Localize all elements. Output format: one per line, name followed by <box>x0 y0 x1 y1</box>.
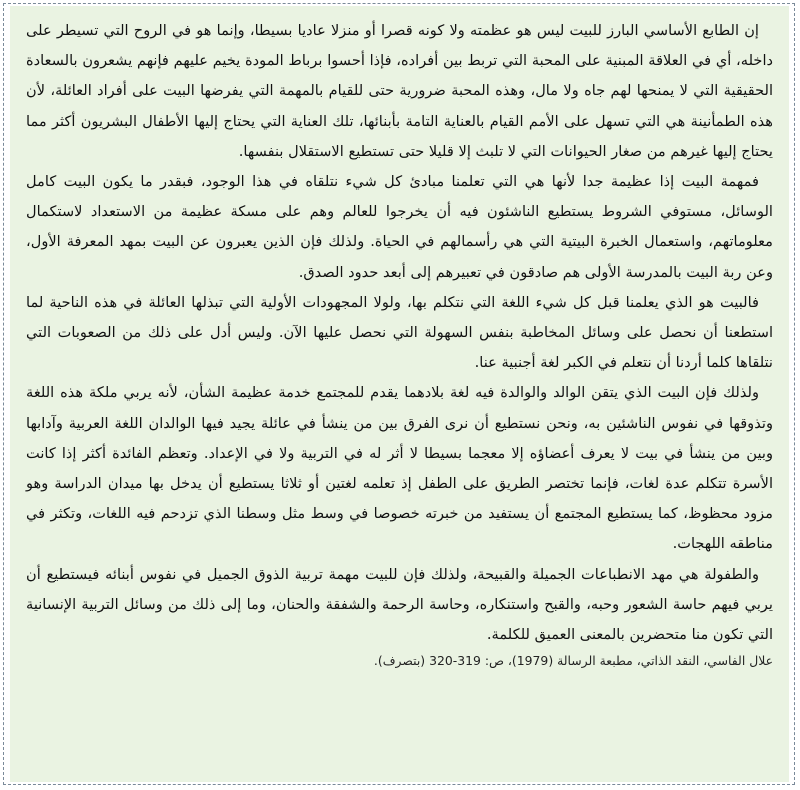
text-panel <box>10 6 789 782</box>
paragraph-home-language: فالبيت هو الذي يعلمنا قبل كل شيء اللغة التي نتكلم بها، ولولا المجهودات الأولية التي تبذلها العائلة في هذه الناحية لما استطعنا أن نحصل على وسائل المخاطبة بنفس السهولة التي نحصل عليها الآن. وليس أدل على ذلك من الصعوبات التي نتلقاها كلما أردنا أن نتعلم في الكبر لغة أجنبية عنا. <box>26 293 773 372</box>
paragraph-childhood-taste: والطفولة هي مهد الانطباعات الجميلة والقبيحة، ولذلك فإن للبيت مهمة تربية الذوق الجميل في نفوس أبنائه فيستطيع أن يربي فيهم حاسة الشعور وحبه، والقبح واستنكاره، وحاسة الرحمة والشفقة والحنان، وما إلى ذلك من وسائل التربية الإنسانية التي تكون منا متحضرين بالمعنى العميق للكلمة. <box>26 565 773 644</box>
paragraph-home-mission: فمهمة البيت إذا عظيمة جدا لأنها هي التي تعلمنا مبادئ كل شيء نتلقاه في هذا الوجود، فبقدر ما يكون البيت كامل الوسائل، مستوفي الشروط يستطيع الناشئون فيه أن يخرجوا للعالم وهم على مسكة عظيمة من الاستعداد لاستكمال معلوماتهم، واستعمال الخبرة البيتية التي هي رأسمالهم في الحياة. ولذلك فإن الذين يعبرون عن البيت بمهد المعرفة الأول، وعن ربة البيت بالمدرسة الأولى هم صادقون في تعبيرهم إلى أبعد حدود الصدق. <box>26 173 773 281</box>
paragraph-home-spirit: إن الطابع الأساسي البارز للبيت ليس هو عظمته ولا كونه قصرا أو منزلا عاديا بسيطا، وإنما هو في الروح التي تسيطر على داخله، أي في العلاقة المبنية على المحبة التي تربط بين أفراده، فإذا أحسوا برباط المودة يخيم عليهم فإنهم يشعرون بالسعادة الحقيقية التي لا يمنحها لهم جاه ولا مال، وهذه المحبة ضرورية حتى للقيام بالمهمة التي يفرضها البيت على أفراد العائلة، لأن هذه الطمأنينة هي التي تسهل على الأمم القيام بالعناية التامة بأبنائها، تلك العناية التي يحتاج إليها الأطفال البشريون أكثر مما يحتاج إليها غيرهم من صغار الحيوانات التي لا تلبث إلا قليلا حتى تستطيع الاستقلال بنفسها. <box>26 22 773 160</box>
page-frame <box>3 3 795 785</box>
paragraph-parents-language: ولذلك فإن البيت الذي يتقن الوالد والوالدة فيه لغة بلادهما يقدم للمجتمع خدمة عظيمة الشأن، لأنه يربي ملكة هذه اللغة وتذوقها في نفوس الناشئين به، ونحن نستطيع أن نرى الفرق بين من ينشأ في عائلة يجيد فيها الوالدان اللغة العربية وآدابها وبين من ينشأ في بيت لا يعرف أعضاؤه إلا معجما بسيطا لا أثر له في التربية ولا في الإعداد. وتعظم الفائدة أكثر إذا كانت الأسرة تتكلم عدة لغات، فإنما تختصر الطريق على الطفل إذ تعلمه لغتين أو ثلاثا يستطيع أن يدخل بها ميدان الدراسة وهو مزود محظوظ، كما يستطيع المجتمع أن يستفيد من خبرته خصوصا في وسط مثل وسطنا الذي تزدحم فيه اللغات، وتكثر في مناطقه اللهجات. <box>26 384 773 553</box>
source-citation: علال الفاسي، النقد الذاتي، مطبعة الرسالة (1979)، ص: 319-320 (بتصرف). <box>373 653 773 669</box>
